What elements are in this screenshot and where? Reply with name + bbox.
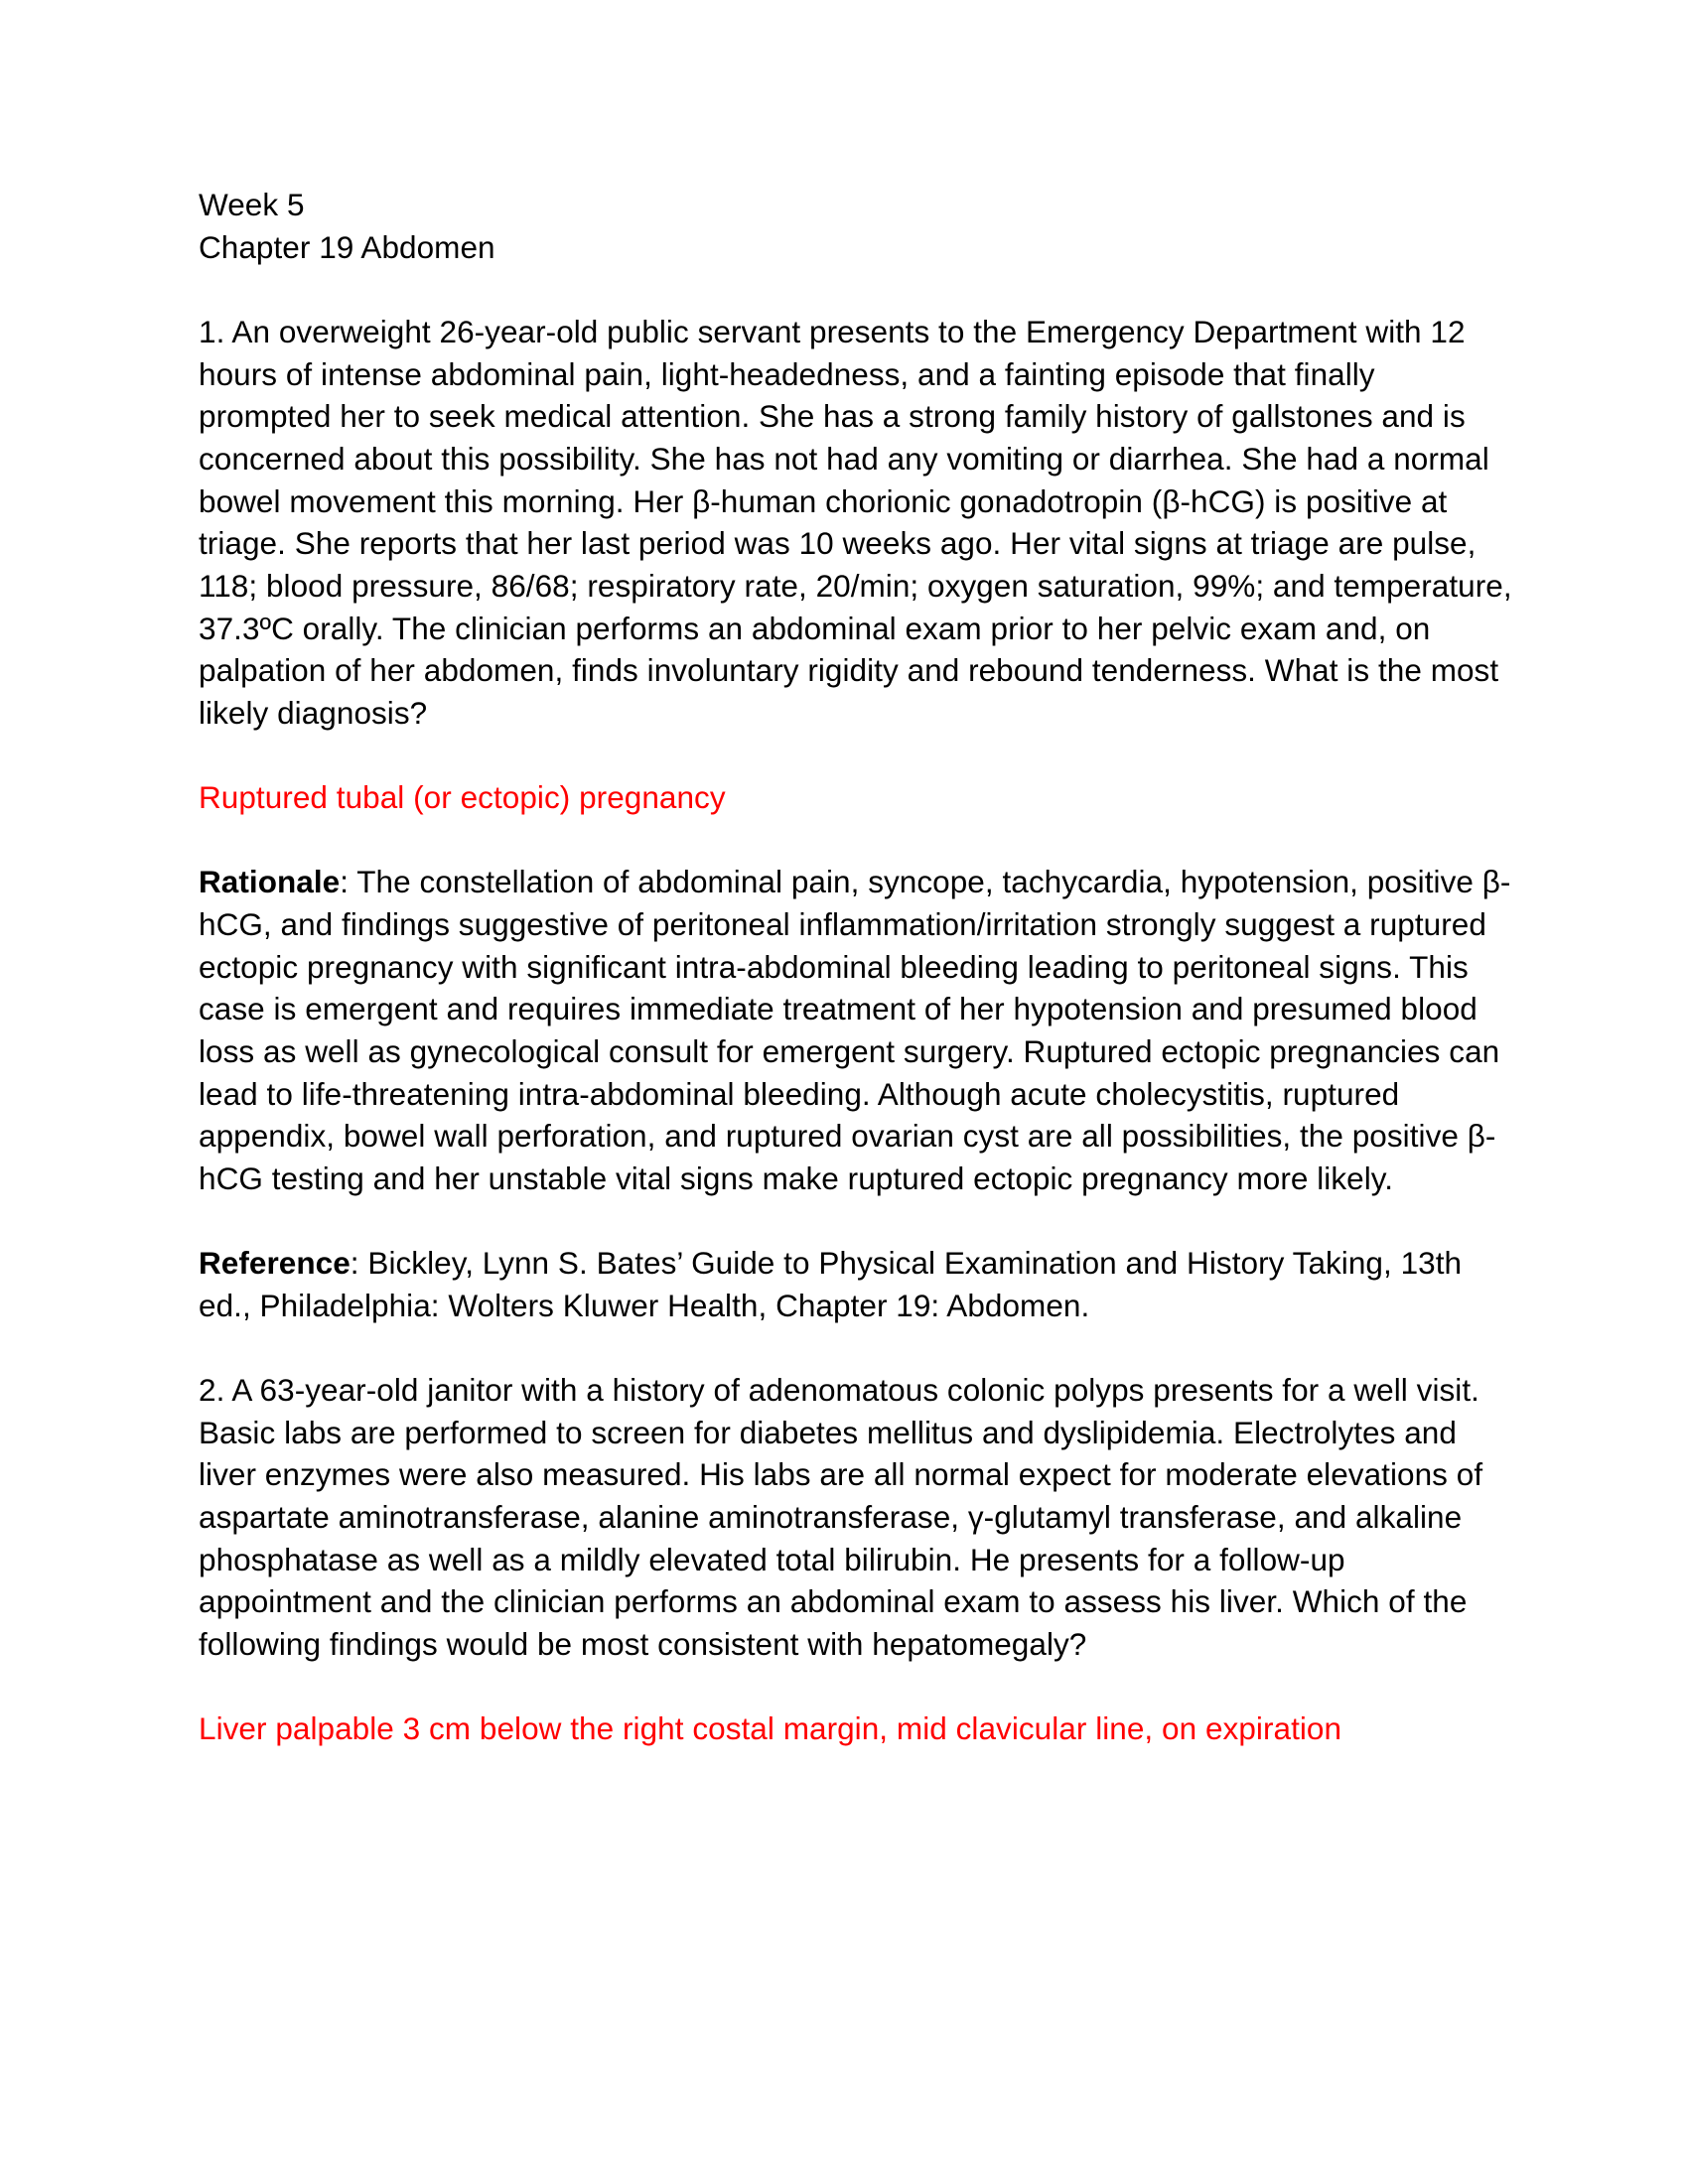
- rationale-label: Rationale: [199, 864, 341, 900]
- document-header-week: Week 5: [199, 187, 305, 222]
- document-header-chapter: Chapter 19 Abdomen: [199, 228, 495, 265]
- document-body: [199, 184, 1514, 1750]
- rationale-body: : The constellation of abdominal pain, syncope, tachycardia, hypotension, positive β-hCG, and findings suggestive of peritoneal inflammation/irritation strongly suggest a ruptured ectopic pregnancy with significant intra-abdominal bleeding leading to peritoneal signs. This case is emergent and requires immediate treatment of her hypotension and presumed blood loss as well as gynecological consult for emergent surgery. Ruptured ectopic pregnancies can lead to life-threatening intra-abdominal bleeding. Although acute cholecystitis, ruptured appendix, bowel wall perforation, and ruptured ovarian cyst are all possibilities, the positive β-hCG testing and her unstable vital signs make ruptured ectopic pregnancy more likely.: [199, 864, 1511, 1196]
- question-1-text: 1. An overweight 26-year-old public servant presents to the Emergency Department with 12 hours of intense abdominal pain, light-headedness, and a fainting episode that finally prompted her to seek medical attention. She has a strong family history of gallstones and is concerned about this possibility. She has not had any vomiting or diarrhea. She had a normal bowel movement this morning. Her β-human chorionic gonadotropin (β-hCG) is positive at triage. She reports that her last period was 10 weeks ago. Her vital signs at triage are pulse, 118; blood pressure, 86/68; respiratory rate, 20/min; oxygen saturation, 99%; and temperature, 37.3ºC orally. The clinician performs an abdominal exam prior to her pelvic exam and, on palpation of her abdomen, finds involuntary rigidity and rebound tenderness. What is the most likely diagnosis?: [199, 313, 1512, 731]
- spacer: [199, 268, 1514, 311]
- spacer: [199, 1200, 1514, 1243]
- question-1-reference: [199, 1242, 1514, 1326]
- spacer: [199, 1326, 1514, 1369]
- spacer: [199, 819, 1514, 862]
- reference-body: : Bickley, Lynn S. Bates’ Guide to Physical Examination and History Taking, 13th ed., Philadelphia: Wolters Kluwer Health, Chapter 19: Abdomen.: [199, 1245, 1463, 1323]
- question-2-answer: Liver palpable 3 cm below the right costal margin, mid clavicular line, on expiration: [199, 1710, 1342, 1747]
- question-2-text: 2. A 63-year-old janitor with a history of adenomatous colonic polyps presents for a well visit. Basic labs are performed to screen for diabetes mellitus and dyslipidemia. Electrolytes and liver enzymes were also measured. His labs are all normal expect for moderate elevations of aspartate aminotransferase, alanine aminotransferase, γ-glutamyl transferase, and alkaline phosphatase as well as a mildly elevated total bilirubin. He presents for a follow-up appointment and the clinician performs an abdominal exam to assess his liver. Which of the following findings would be most consistent with hepatomegaly?: [199, 1371, 1483, 1662]
- question-1-rationale: [199, 861, 1514, 1199]
- reference-label: Reference: [199, 1245, 351, 1282]
- spacer: [199, 735, 1514, 777]
- question-1-answer: Ruptured tubal (or ectopic) pregnancy: [199, 779, 726, 816]
- spacer: [199, 1666, 1514, 1708]
